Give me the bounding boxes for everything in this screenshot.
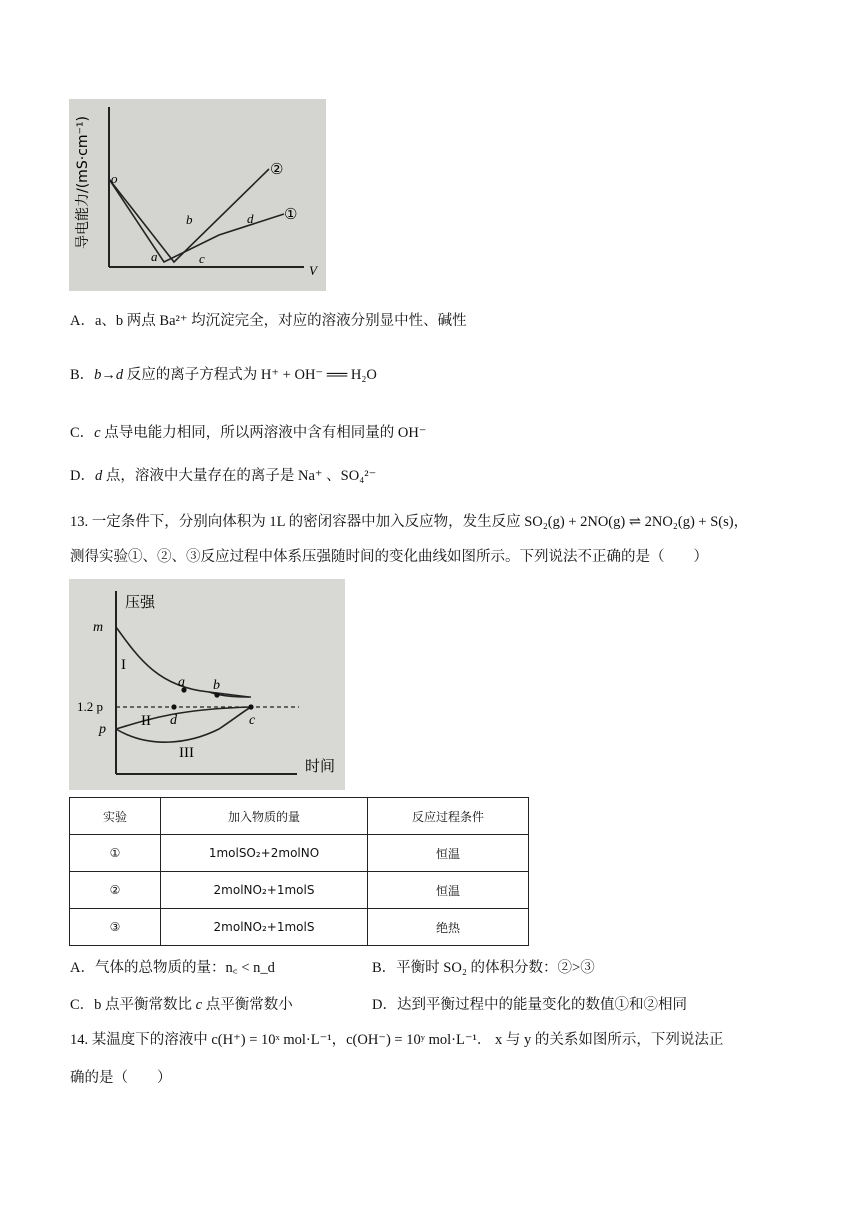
x-axis-label: 时间 bbox=[305, 757, 336, 775]
pressure-figure bbox=[69, 579, 345, 790]
var-d: d bbox=[115, 367, 124, 383]
q13-option-d: D．达到平衡过程中的能量变化的数值①和②相同 bbox=[372, 997, 687, 1013]
var-d: d bbox=[94, 468, 103, 484]
q12-option-c bbox=[70, 423, 426, 443]
table-cell: 绝热 bbox=[368, 909, 529, 946]
table-cell: 2molNO₂+1molS bbox=[161, 872, 368, 909]
table-cell: ② bbox=[70, 872, 161, 909]
table-row bbox=[70, 909, 529, 946]
table-row bbox=[70, 872, 529, 909]
point-b: b bbox=[186, 212, 193, 227]
option-prefix: B． bbox=[70, 367, 95, 383]
y-axis-label: 压强 bbox=[125, 593, 156, 611]
table-cell: 2molNO₂+1molS bbox=[161, 909, 368, 946]
curve-I-label: I bbox=[121, 657, 126, 673]
y-axis-label: 导电能力/(mS·cm⁻¹) bbox=[75, 116, 91, 249]
option-text: 反应的离子方程式为 H⁺ + OH⁻ ══ H₂O bbox=[123, 367, 377, 383]
point-a: a bbox=[151, 249, 158, 264]
option-prefix: D． bbox=[70, 468, 95, 484]
pressure-chart bbox=[69, 579, 345, 790]
curve-II-label: II bbox=[141, 713, 151, 729]
experiment-table bbox=[69, 797, 529, 946]
option-prefix: C．b 点平衡常数比 bbox=[70, 997, 196, 1013]
point-c: c bbox=[199, 251, 205, 266]
var-b: b bbox=[94, 367, 102, 383]
var-c: c bbox=[195, 997, 203, 1013]
curve-1-label: ① bbox=[284, 207, 298, 223]
conductivity-figure bbox=[69, 99, 326, 291]
option-prefix: C． bbox=[70, 425, 95, 441]
label-1.2p: 1.2 p bbox=[77, 699, 103, 714]
point-d: d bbox=[170, 713, 177, 728]
header-cell: 实验 bbox=[70, 798, 161, 835]
curve-III-label: III bbox=[179, 745, 194, 761]
q12-option-a: A．a、b 两点 Ba²⁺ 均沉淀完全，对应的溶液分别显中性、碱性 bbox=[70, 313, 467, 329]
arrow: → bbox=[101, 367, 116, 383]
conductivity-chart bbox=[69, 99, 326, 291]
var-c: c bbox=[94, 425, 101, 441]
q13-option-a: A．气体的总物质的量：n꜀ < n_d bbox=[70, 960, 275, 976]
table-cell: 恒温 bbox=[368, 835, 529, 872]
q13-stem-line1: 13. 一定条件下，分别向体积为 1L 的密闭容器中加入反应物，发生反应 SO₂(g) + 2NO(g) ⇌ 2NO₂(g) + S(s)， bbox=[70, 514, 749, 530]
q13-option-b: B．平衡时 SO₂ 的体积分数：②>③ bbox=[372, 960, 595, 976]
q14-stem-line1: 14. 某温度下的溶液中 c(H⁺) = 10ˣ mol·L⁻¹，c(OH⁻) = 10ʸ mol·L⁻¹． x 与 y 的关系如图所示，下列说法正 bbox=[70, 1032, 724, 1048]
label-p: p bbox=[99, 722, 106, 737]
option-text: 点平衡常数小 bbox=[202, 997, 293, 1013]
table-cell: ③ bbox=[70, 909, 161, 946]
label-m: m bbox=[93, 620, 104, 635]
point-b: b bbox=[213, 678, 220, 693]
point-o: o bbox=[111, 171, 118, 186]
point-c: c bbox=[249, 713, 256, 728]
q12-option-b bbox=[70, 365, 377, 385]
header-cell: 反应过程条件 bbox=[368, 798, 529, 835]
q12-option-d bbox=[70, 466, 376, 486]
table-cell: 1molSO₂+2molNO bbox=[161, 835, 368, 872]
q13-stem-line2: 测得实验①、②、③反应过程中体系压强随时间的变化曲线如图所示。下列说法不正确的是（ ） bbox=[70, 549, 708, 565]
curve-2-label: ② bbox=[270, 162, 284, 178]
q14-stem-line2: 确的是（ ） bbox=[70, 1070, 172, 1086]
header-cell: 加入物质的量 bbox=[161, 798, 368, 835]
point-d: d bbox=[247, 211, 254, 226]
x-axis-label: V bbox=[309, 263, 317, 278]
q13-option-c bbox=[70, 995, 293, 1015]
table-cell: 恒温 bbox=[368, 872, 529, 909]
option-text: 点导电能力相同，所以两溶液中含有相同量的 OH⁻ bbox=[100, 425, 427, 441]
table-header-row bbox=[70, 798, 529, 835]
point-a: a bbox=[178, 675, 185, 690]
option-text: 点，溶液中大量存在的离子是 Na⁺ 、SO₄²⁻ bbox=[102, 468, 377, 484]
table-cell: ① bbox=[70, 835, 161, 872]
table-row bbox=[70, 835, 529, 872]
